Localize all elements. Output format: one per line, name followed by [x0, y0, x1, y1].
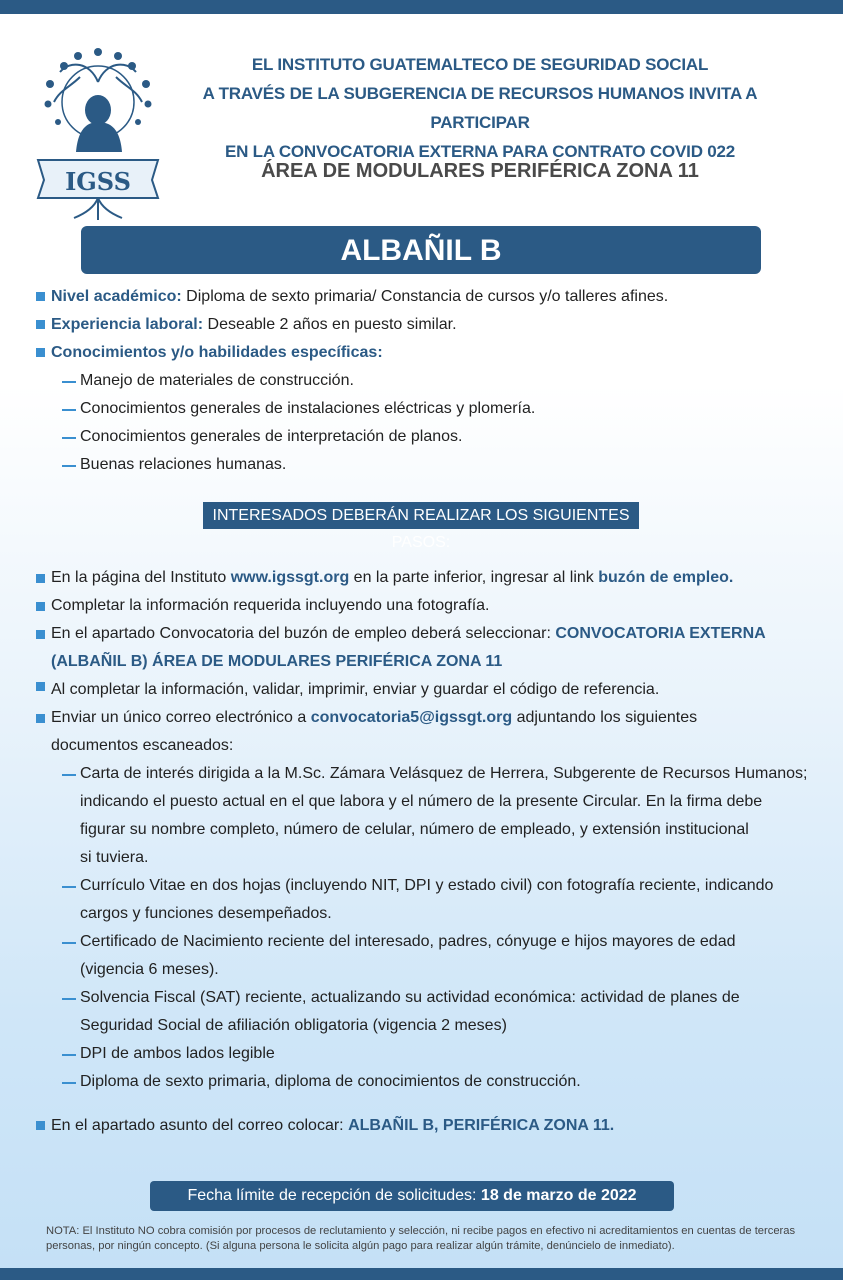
step-1-text-2: en la parte inferior, ingresar al link	[349, 569, 599, 586]
step-1-text: En la página del Instituto	[51, 569, 231, 586]
step-1	[51, 564, 733, 592]
requirement-experiencia	[51, 311, 457, 339]
doc-item-line: Solvencia Fiscal (SAT) reciente, actualizando su actividad económica: actividad de planes de	[80, 989, 740, 1006]
doc-item-line: cargos y funciones desempeñados.	[80, 905, 332, 922]
steps-title: INTERESADOS DEBERÁN REALIZAR LOS SIGUIENTES PASOS:	[203, 502, 639, 529]
bullet-dash	[62, 998, 76, 1000]
step-5-text-3: documentos escaneados:	[51, 737, 234, 754]
conocimiento-item: Conocimientos generales de instalaciones eléctricas y plomería.	[80, 400, 536, 417]
bottom-band	[0, 1268, 843, 1280]
bullet-square	[36, 602, 45, 611]
step-3	[51, 620, 766, 648]
bullet-dash	[62, 942, 76, 944]
deadline-bar	[150, 1181, 674, 1211]
nivel-value: Diploma de sexto primaria/ Constancia de cursos y/o talleres afines.	[181, 288, 669, 305]
bullet-square	[36, 630, 45, 639]
bullet-square	[36, 320, 45, 329]
igss-logo-icon	[30, 42, 166, 222]
bullet-dash	[62, 381, 76, 383]
step-3-highlight: CONVOCATORIA EXTERNA	[555, 625, 766, 642]
conocimiento-item: Manejo de materiales de construcción.	[80, 372, 354, 389]
deadline-date: 18 de marzo de 2022	[480, 1187, 637, 1204]
bullet-dash	[62, 774, 76, 776]
email-link[interactable]: convocatoria5@igssgt.org	[310, 709, 513, 726]
doc-item-line: Certificado de Nacimiento reciente del interesado, padres, cónyuge e hijos mayores de edad	[80, 933, 736, 950]
header-line-1: EL INSTITUTO GUATEMALTECO DE SEGURIDAD SOCIAL	[251, 55, 709, 74]
bullet-dash	[62, 886, 76, 888]
step-3-text: En el apartado Convocatoria del buzón de empleo deberá seleccionar:	[51, 625, 556, 642]
doc-item-line: indicando el puesto actual en el que labora y el número de la presente Circular. En la firma debe	[80, 793, 763, 810]
logo-text: IGSS	[65, 167, 131, 196]
step-5	[51, 704, 697, 732]
area-title: ÁREA DE MODULARES PERIFÉRICA ZONA 11	[261, 160, 699, 182]
doc-item-line: Seguridad Social de afiliación obligatoria (vigencia 2 meses)	[80, 1017, 507, 1034]
buzon-empleo-link[interactable]: buzón de empleo.	[598, 569, 734, 586]
experiencia-label: Experiencia laboral:	[51, 316, 204, 333]
doc-item-line: DPI de ambos lados legible	[80, 1045, 275, 1062]
doc-item-line: Currículo Vitae en dos hojas (incluyendo NIT, DPI y estado civil) con fotografía reciente, indicando	[80, 877, 774, 894]
position-title: ALBAÑIL B	[81, 226, 761, 274]
bullet-square	[36, 574, 45, 583]
bullet-square	[36, 714, 45, 723]
step-5-text: Enviar un único correo electrónico a	[51, 709, 311, 726]
step-4: Al completar la información, validar, imprimir, enviar y guardar el código de referencia.	[51, 681, 660, 698]
bullet-square	[36, 682, 45, 691]
doc-item-line: figurar su nombre completo, número de celular, número de empleado, y extensión institucional	[80, 821, 749, 838]
conocimientos-label: Conocimientos y/o habilidades específicas:	[51, 344, 383, 361]
bullet-dash	[62, 1082, 76, 1084]
doc-item-line: si tuviera.	[80, 849, 149, 866]
nivel-label: Nivel académico:	[51, 288, 182, 305]
step-6-highlight: ALBAÑIL B, PERIFÉRICA ZONA 11.	[348, 1117, 615, 1134]
conocimiento-item: Buenas relaciones humanas.	[80, 456, 287, 473]
doc-item-line: Diploma de sexto primaria, diploma de conocimientos de construcción.	[80, 1073, 581, 1090]
header-line-2: A TRAVÉS DE LA SUBGERENCIA DE RECURSOS HUMANOS INVITA A PARTICIPAR	[202, 84, 758, 132]
deadline-label: Fecha límite de recepción de solicitudes:	[187, 1187, 481, 1204]
igss-website-link[interactable]: www.igssgt.org	[230, 569, 350, 586]
step-5-text-2: adjuntando los siguientes	[512, 709, 698, 726]
requirement-conocimientos	[51, 339, 383, 367]
bullet-square	[36, 348, 45, 357]
step-3-highlight-2: (ALBAÑIL B) ÁREA DE MODULARES PERIFÉRICA ZONA 11	[51, 653, 503, 670]
conocimiento-item: Conocimientos generales de interpretación de planos.	[80, 428, 463, 445]
bullet-dash	[62, 437, 76, 439]
experiencia-value: Deseable 2 años en puesto similar.	[203, 316, 457, 333]
header-text	[180, 50, 780, 166]
bullet-dash	[62, 1054, 76, 1056]
bullet-square	[36, 1121, 45, 1130]
step-6-text: En el apartado asunto del correo colocar:	[51, 1117, 349, 1134]
top-band	[0, 0, 843, 14]
bullet-dash	[62, 409, 76, 411]
doc-item-line: Carta de interés dirigida a la M.Sc. Zámara Velásquez de Herrera, Subgerente de Recursos Humanos;	[80, 765, 808, 782]
step-6	[51, 1112, 614, 1140]
requirement-nivel	[51, 283, 668, 311]
disclaimer-note: NOTA: El Instituto NO cobra comisión por procesos de reclutamiento y selección, ni recibe pagos en efectivo ni acreditamientos en cuentas de terceras personas, por ningún concepto. (Si alguna persona le solicita algún pago para realizar algún trámite, denúncielo de inmediato).	[46, 1225, 796, 1252]
bullet-square	[36, 292, 45, 301]
doc-item-line: (vigencia 6 meses).	[80, 961, 219, 978]
header-line-3: EN LA CONVOCATORIA EXTERNA PARA CONTRATO COVID 022	[224, 142, 736, 161]
bullet-dash	[62, 465, 76, 467]
step-2: Completar la información requerida incluyendo una fotografía.	[51, 597, 490, 614]
